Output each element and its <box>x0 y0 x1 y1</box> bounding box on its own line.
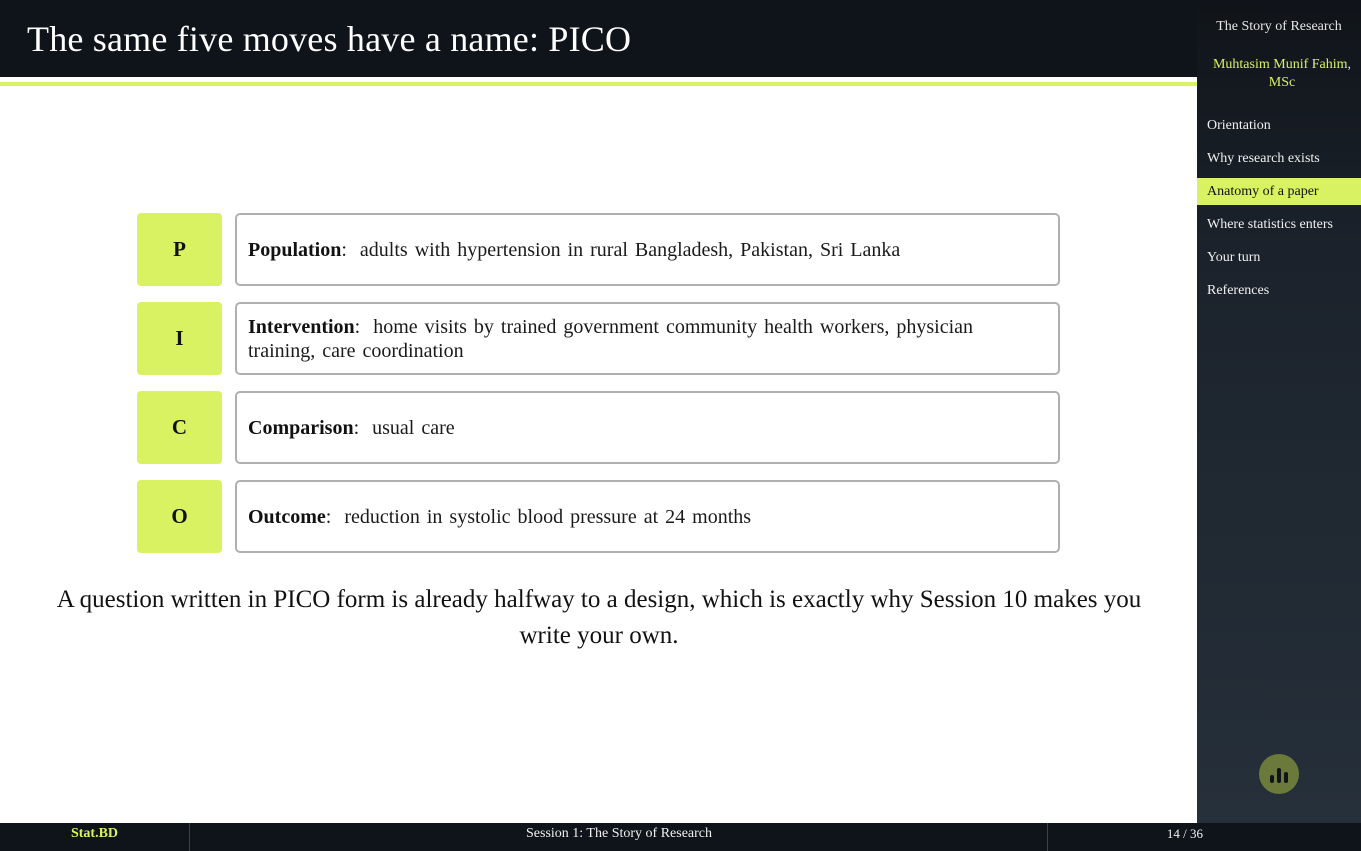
footer-page-number: 14 / 36 <box>1047 823 1203 851</box>
pico-description: home visits by trained government community health workers, physician training, care coordination <box>248 315 974 362</box>
pico-term: Population <box>248 238 342 261</box>
bar-chart-icon[interactable] <box>1259 754 1299 794</box>
pico-description: reduction in systolic blood pressure at 24 months <box>344 505 752 528</box>
pico-colon: : <box>341 238 347 261</box>
sidebar-section-nav <box>1197 112 1361 310</box>
pico-row-outcome <box>137 480 1060 553</box>
sidebar-item-anatomy-of-a-paper[interactable]: Anatomy of a paper <box>1197 178 1361 205</box>
pico-term: Comparison <box>248 416 354 439</box>
pico-definition-box <box>235 480 1060 553</box>
sidebar-item-where-statistics-enters[interactable]: Where statistics enters <box>1207 217 1333 232</box>
pico-definition-box <box>235 213 1060 286</box>
sidebar-item-your-turn[interactable]: Your turn <box>1207 250 1261 265</box>
pico-letter-badge: P <box>137 213 222 286</box>
slide-title: The same five moves have a name: PICO <box>27 19 632 59</box>
header-accent-line <box>0 82 1197 86</box>
pico-row-intervention <box>137 302 1060 375</box>
sidebar <box>1197 0 1361 823</box>
pico-row-population <box>137 213 1060 286</box>
sidebar-author: Muhtasim Munif Fahim, MSc <box>1212 57 1352 90</box>
summary-text: A question written in PICO form is already halfway to a design, which is exactly why Session 10 makes you write your own. <box>56 586 1142 649</box>
pico-letter-badge: O <box>137 480 222 553</box>
slide-header <box>0 0 1197 77</box>
sidebar-presentation-title: The Story of Research <box>1216 19 1342 34</box>
pico-definition-box <box>235 302 1060 375</box>
sidebar-item-why-research-exists[interactable]: Why research exists <box>1207 151 1320 166</box>
pico-definition-box <box>235 391 1060 464</box>
pico-colon: : <box>354 315 361 338</box>
pico-description: adults with hypertension in rural Bangladesh, Pakistan, Sri Lanka <box>359 238 901 261</box>
pico-letter-badge: I <box>137 302 222 375</box>
sidebar-item-orientation[interactable]: Orientation <box>1207 118 1271 133</box>
footer-session-title: Session 1: The Story of Research <box>526 826 712 841</box>
slide-footer <box>0 823 1361 851</box>
pico-colon: : <box>325 505 332 528</box>
sidebar-item-references[interactable]: References <box>1207 283 1270 298</box>
pico-row-comparison <box>137 391 1060 464</box>
pico-description: usual care <box>372 416 455 439</box>
pico-term: Outcome <box>248 505 326 528</box>
pico-letter-badge: C <box>137 391 222 464</box>
footer-brand: Stat.BD <box>0 823 190 851</box>
pico-colon: : <box>353 416 360 439</box>
pico-term: Intervention <box>248 315 355 338</box>
